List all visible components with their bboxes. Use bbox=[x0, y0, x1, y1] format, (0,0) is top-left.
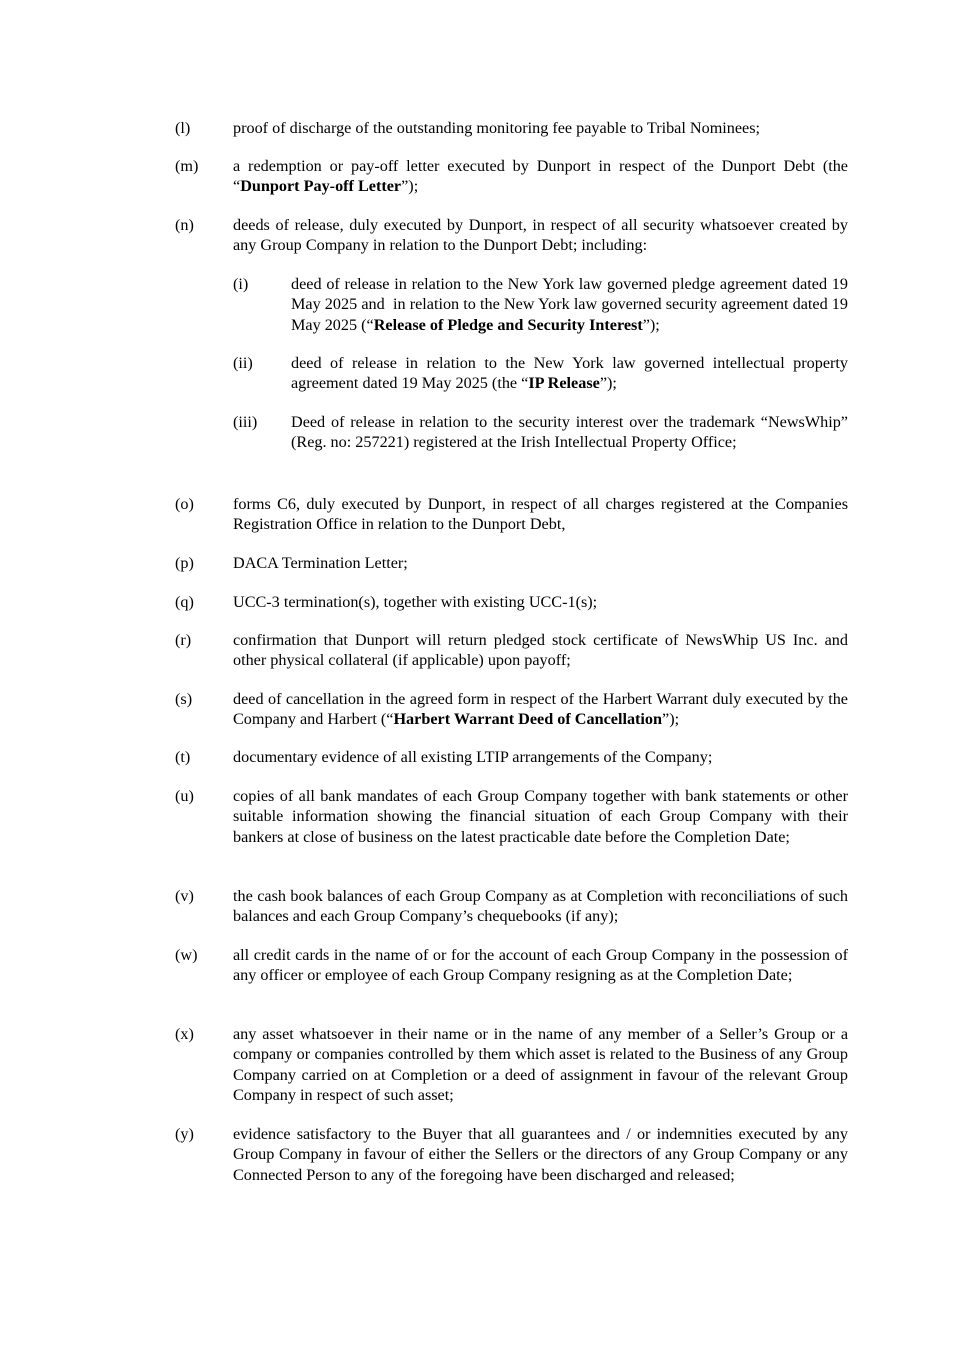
clause-text: proof of discharge of the outstanding monitoring fee payable to Tribal Nominees; bbox=[233, 119, 761, 137]
subclause-label: (i) bbox=[233, 275, 249, 293]
clause-w bbox=[175, 945, 848, 986]
clause-text: confirmation that Dunport will return pledged stock certificate of NewsWhip US Inc. and other physical collateral (if applicable) upon payoff; bbox=[233, 631, 848, 670]
subclause-label: (ii) bbox=[233, 354, 253, 372]
clause-label: (n) bbox=[175, 216, 194, 234]
clause-text: a redemption or pay-off letter executed by Dunport in respect of the Dunport Debt (the “Dunport Pay-off Letter”); bbox=[233, 157, 848, 196]
clause-label: (t) bbox=[175, 748, 191, 766]
subclause-label: (iii) bbox=[233, 413, 258, 431]
subclause-text: Deed of release in relation to the security interest over the trademark “NewsWhip” (Reg. no: 257221) registered at the Irish Intellectual Property Office; bbox=[291, 413, 848, 452]
subclause-iii bbox=[233, 412, 848, 453]
clause-text: UCC-3 termination(s), together with existing UCC-1(s); bbox=[233, 593, 598, 611]
clause-label: (x) bbox=[175, 1025, 194, 1043]
clause-o bbox=[175, 494, 848, 535]
clause-label: (s) bbox=[175, 690, 193, 708]
defined-term: Release of Pledge and Security Interest bbox=[373, 315, 643, 334]
clause-label: (r) bbox=[175, 631, 192, 649]
clause-text: the cash book balances of each Group Company as at Completion with reconciliations of such balances and each Group Company’s chequebooks (if any); bbox=[233, 887, 848, 926]
clause-label: (p) bbox=[175, 554, 194, 572]
clause-text: all credit cards in the name of or for the account of each Group Company in the possession of any officer or employee of each Group Company resigning as at the Completion Date; bbox=[233, 946, 848, 985]
clause-text: evidence satisfactory to the Buyer that all guarantees and / or indemnities executed by any Group Company in favour of either the Sellers or the directors of any Group Company or any Connected Person to any of the foregoing have been discharged and released; bbox=[233, 1125, 848, 1184]
clause-label: (u) bbox=[175, 787, 194, 805]
clause-label: (y) bbox=[175, 1125, 194, 1143]
clause-text: any asset whatsoever in their name or in the name of any member of a Seller’s Group or a company or companies controlled by them which asset is related to the Business of any Group Company carried on at Completion or a deed of assignment in favour of the relevant Group Company in respect of such asset; bbox=[233, 1025, 848, 1105]
clause-label: (o) bbox=[175, 495, 194, 513]
clause-n bbox=[175, 215, 848, 256]
clause-label: (q) bbox=[175, 593, 194, 611]
clause-text: DACA Termination Letter; bbox=[233, 554, 408, 572]
clause-text: deed of cancellation in the agreed form in respect of the Harbert Warrant duly executed by the Company and Harbert (“Harbert Warrant Deed of Cancellation”); bbox=[233, 690, 848, 729]
clause-label: (v) bbox=[175, 887, 194, 905]
clause-text: deeds of release, duly executed by Dunport, in respect of all security whatsoever created by any Group Company in relation to the Dunport Debt; including: bbox=[233, 216, 848, 255]
clause-l bbox=[175, 118, 848, 138]
clause-label: (m) bbox=[175, 157, 199, 175]
clause-x bbox=[175, 1024, 848, 1106]
defined-term: IP Release bbox=[528, 374, 600, 393]
clause-text: copies of all bank mandates of each Group Company together with bank statements or other suitable information showing the financial situation of each Group Company with their bankers at close of business on the latest practicable date before the Completion Date; bbox=[233, 787, 848, 846]
defined-term: Dunport Pay-off Letter bbox=[240, 177, 402, 196]
clause-q bbox=[175, 592, 848, 612]
clause-t bbox=[175, 747, 848, 767]
clause-v bbox=[175, 886, 848, 927]
clause-label: (w) bbox=[175, 946, 198, 964]
subclause-i bbox=[233, 274, 848, 335]
subclause-text: deed of release in relation to the New York law governed intellectual property agreement dated 19 May 2025 (the “IP Release”); bbox=[291, 354, 848, 393]
clause-label: (l) bbox=[175, 119, 191, 137]
clause-text: documentary evidence of all existing LTIP arrangements of the Company; bbox=[233, 748, 713, 766]
clause-m bbox=[175, 156, 848, 197]
clause-r bbox=[175, 630, 848, 671]
clause-text: forms C6, duly executed by Dunport, in respect of all charges registered at the Companies Registration Office in relation to the Dunport Debt, bbox=[233, 495, 848, 534]
defined-term: Harbert Warrant Deed of Cancellation bbox=[393, 710, 663, 729]
clause-s bbox=[175, 689, 848, 730]
subclause-ii bbox=[233, 353, 848, 394]
subclause-text: deed of release in relation to the New York law governed pledge agreement dated 19 May 2025 and in relation to the New York law governed security agreement dated 19 May 2025 (“Release of Pledge and Security Interest”); bbox=[291, 275, 848, 334]
clause-p bbox=[175, 553, 848, 573]
clause-u bbox=[175, 786, 848, 847]
clause-y bbox=[175, 1124, 848, 1185]
